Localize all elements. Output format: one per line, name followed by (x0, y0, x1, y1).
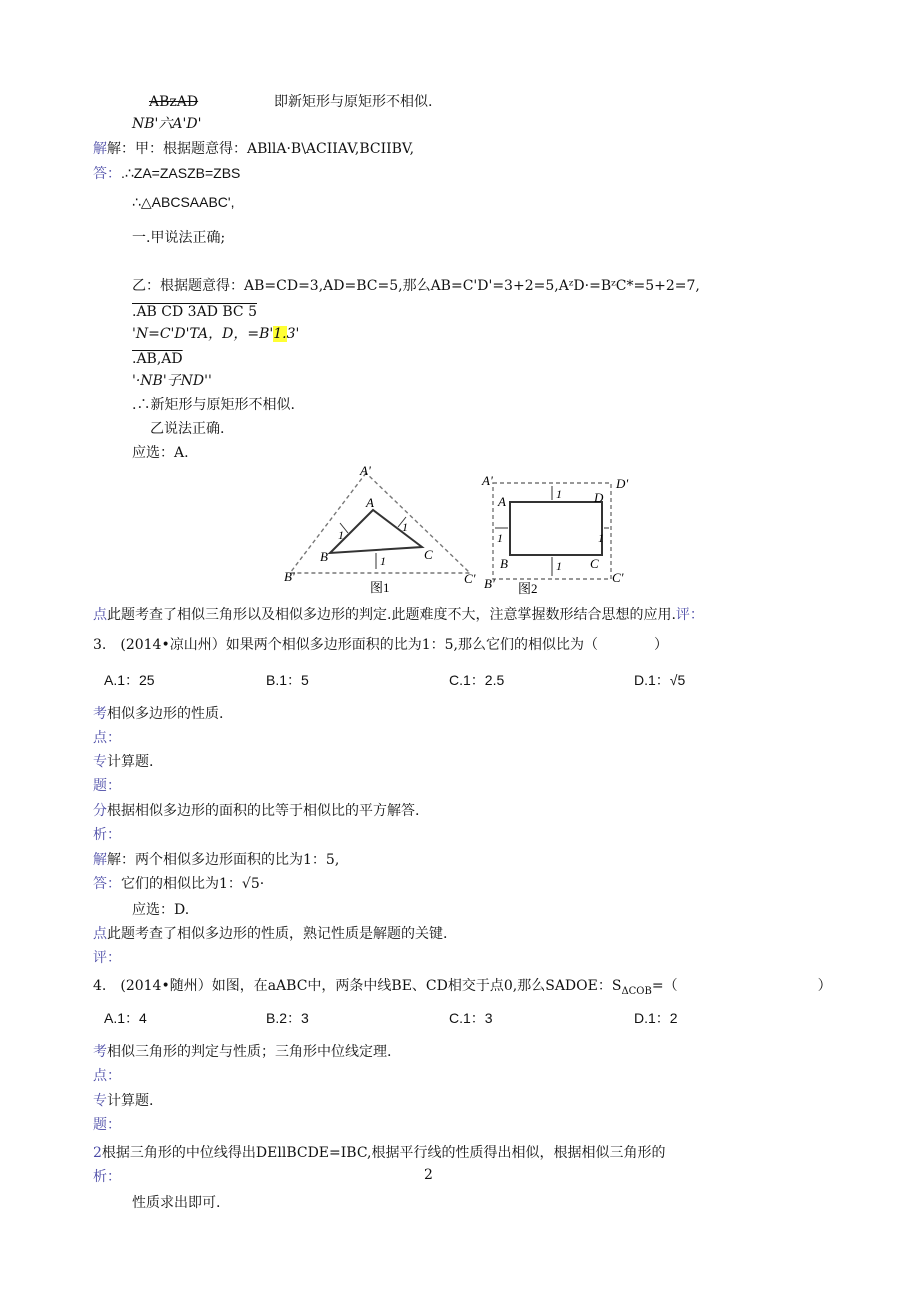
top-frac-numerator (149, 93, 198, 111)
q2-solution-line6: .∴新矩形与原矩形不相似. (132, 397, 295, 413)
q3-comment (93, 925, 447, 943)
q4-xi-label: 析： (93, 1169, 121, 1185)
q3-select: 应选：D. (132, 902, 190, 918)
q4-fenxi (93, 1144, 666, 1162)
q4-kao-label: 考 (93, 1044, 107, 1060)
q2-frac2-top (132, 350, 183, 368)
fig2-label-aprime: A' (482, 473, 493, 488)
q3-kaodian (93, 705, 223, 723)
q2-sol-line1-text: 解：甲：根据题意得：ABllA·B\ACIIAV,BCIIBV, (107, 141, 415, 157)
q3-kao-label: 考 (93, 706, 107, 722)
q2-solution-line3: ∴△ABCSAABC', (132, 194, 235, 210)
fig1-mark-bottom: 1 (380, 554, 386, 568)
q3-xi-label: 析： (93, 827, 121, 843)
q4-stem-sub: ΔCOB (621, 985, 652, 997)
fig1-label-a: A (366, 495, 374, 510)
comment-label-ping: 评： (675, 607, 704, 623)
q3-da-text: 它们的相似比为1：√5· (121, 876, 265, 892)
q2-frac1-bot-a: 'N=C'D'TA，D，=B' (132, 326, 274, 342)
figure1-triangles (280, 465, 485, 595)
q3-jieda (93, 851, 339, 869)
fig1-mark-left: 1 (338, 528, 344, 542)
q4-option-a[interactable]: A.1：4 (104, 1010, 147, 1026)
q4-fen-text: 根据三角形的中位线得出DEllBCDE=IBC,根据平行线的性质得出相似，根据相似三角形的 (101, 1145, 666, 1161)
q2-solution-line8: 应选：A. (132, 445, 189, 461)
q3-fenxi (93, 802, 419, 820)
q3-jie-text: 解：两个相似多边形面积的比为1：5, (107, 852, 340, 868)
q4-stem-a: 4. (2014•随州）如图，在aABC中，两条中线BE、CD相交于点0,那么SADOE：S (93, 978, 622, 994)
fig2-caption: 图2 (518, 581, 538, 595)
q4-option-b[interactable]: B.2：3 (266, 1010, 309, 1026)
label-jie: 解 (93, 141, 107, 157)
q3-da (93, 875, 264, 893)
fig2-mark-left: 1 (497, 531, 503, 545)
fig2-mark-bottom: 1 (556, 559, 562, 573)
fig1-mark-right: 1 (402, 520, 408, 534)
q4-kao-text: 相似三角形的判定与性质；三角形中位线定理. (107, 1044, 392, 1060)
q4-kaodian (93, 1043, 391, 1061)
q4-stem-b: =（ ） (651, 978, 832, 994)
q2-solution-line4: 一.甲说法正确; (132, 230, 226, 246)
q2-comment-text: 此题考查了相似三角形以及相似多边形的判定.此题难度不大，注意掌握数形结合思想的应用. (107, 607, 676, 623)
top-frac-denominator: NB'六A'D' (132, 116, 202, 132)
q4-option-c[interactable]: C.1：3 (449, 1010, 493, 1026)
fig2-label-b: B (500, 556, 508, 571)
fig1-label-cprime: C' (464, 571, 476, 586)
fig2-label-a: A (498, 494, 506, 509)
label-da: 答： (93, 166, 121, 182)
q2-frac1-top (132, 303, 257, 321)
q4-zhuanti (93, 1092, 153, 1110)
q3-ti-label: 题： (93, 778, 121, 794)
q3-ping2-label: 评： (93, 950, 121, 966)
q3-zhuan-label: 专 (93, 754, 107, 770)
q2-comment (93, 606, 704, 624)
q3-fen-text: 根据相似多边形的面积的比等于相似比的平方解答. (107, 803, 420, 819)
q4-fen-text2: 性质求出即可. (132, 1195, 221, 1211)
q3-stem: 3. (2014•凉山州）如果两个相似多边形面积的比为1：5,那么它们的相似比为（ ） (93, 637, 668, 653)
fig1-label-c: C (424, 547, 433, 562)
q2-frac2-top-text: .AB,AD (132, 351, 183, 367)
top-frac-num-text: ABzAD (149, 94, 199, 110)
figure2-rectangles (480, 470, 640, 595)
q4-stem (93, 977, 832, 1001)
fig2-label-dprime: D' (616, 476, 629, 491)
q3-zhuanti (93, 753, 153, 771)
q2-frac1-top-text: .AB CD 3AD BC 5 (132, 304, 257, 320)
q2-solution-line1 (93, 140, 414, 158)
fig1-caption: 图1 (370, 580, 390, 595)
q4-option-d[interactable]: D.1：2 (634, 1010, 678, 1026)
q2-solution-line2 (93, 164, 240, 183)
q3-da-label: 答： (93, 876, 121, 892)
q3-zhuan-text: 计算题. (107, 754, 154, 770)
q3-dian-label: 点： (93, 730, 121, 746)
q3-option-b[interactable]: B.1：5 (266, 672, 309, 688)
q3-option-d[interactable]: D.1：√5 (634, 672, 686, 688)
q2-solution-line7: 乙说法正确. (150, 421, 225, 437)
fig2-label-c: C (590, 556, 599, 571)
q2-frac1-bot-b: 3' (286, 326, 300, 342)
q3-fen-label: 分 (93, 803, 107, 819)
q4-xi-number: 2 (424, 1167, 433, 1183)
q3-jie-label: 解 (93, 852, 107, 868)
q3-kao-text: 相似多边形的性质. (107, 706, 224, 722)
q4-ti-label: 题： (93, 1117, 121, 1133)
q3-option-a[interactable]: A.1：25 (104, 672, 155, 688)
q2-frac1-highlight: 1. (273, 326, 287, 342)
fig2-label-cprime: C' (612, 570, 624, 585)
q4-fen-label: 2 (93, 1145, 102, 1161)
fig2-mark-right: 1 (598, 531, 604, 545)
fig2-label-d: D (594, 490, 604, 505)
fig2-inner-rect (510, 502, 602, 555)
fig1-label-b: B (320, 549, 328, 564)
q2-solution-line5: 乙：根据题意得：AB=CD=3,AD=BC=5,那么AB=C'D'=3+2=5,AᶻD·=BᶻC*=5+2=7, (132, 278, 700, 294)
q3-ping-text: 此题考查了相似多边形的性质，熟记性质是解题的关键. (107, 926, 448, 942)
q3-ping-label: 点 (93, 926, 107, 942)
top-frac-note: 即新矩形与原矩形不相似. (274, 94, 433, 110)
q2-frac2-bottom: '·NB'子ND'' (132, 373, 212, 389)
fig1-label-bprime: B' (284, 569, 295, 584)
q2-sol-line2-text: .∴ZA=ZASZB=ZBS (121, 165, 241, 181)
q4-dian-label: 点： (93, 1068, 121, 1084)
fig2-label-bprime: B' (484, 576, 495, 591)
fig2-mark-top: 1 (556, 487, 562, 501)
q3-option-c[interactable]: C.1：2.5 (449, 672, 505, 688)
comment-label-dian: 点 (93, 607, 107, 623)
fig1-label-aprime: A' (360, 465, 371, 478)
q4-zhuan-text: 计算题. (107, 1093, 154, 1109)
q2-frac1-bottom (132, 325, 299, 343)
q4-zhuan-label: 专 (93, 1093, 107, 1109)
